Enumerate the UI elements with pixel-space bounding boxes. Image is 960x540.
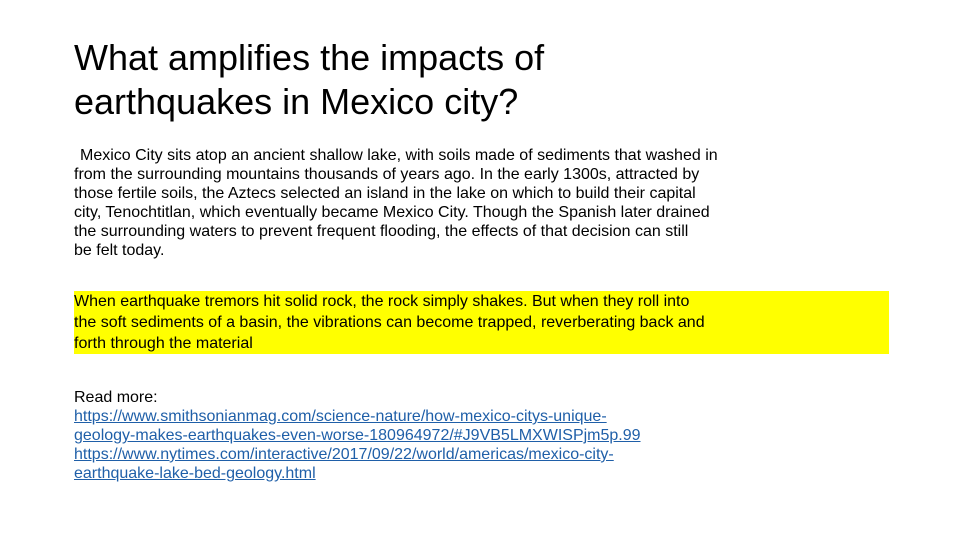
intro-line: the surrounding waters to prevent frequent flooding, the effects of that decision can still	[74, 223, 689, 240]
intro-line: Mexico City sits atop an ancient shallow lake, with soils made of sediments that washed in	[80, 147, 718, 164]
smithsonian-link-line-1[interactable]: https://www.smithsonianmag.com/science-nature/how-mexico-citys-unique-	[74, 408, 607, 425]
intro-line: from the surrounding mountains thousands of years ago. In the early 1300s, attracted by	[74, 166, 700, 183]
intro-line: city, Tenochtitlan, which eventually became Mexico City. Though the Spanish later drained	[74, 204, 710, 221]
slide-body	[74, 146, 889, 483]
slide-title-line-2: earthquakes in Mexico city?	[74, 81, 519, 122]
nytimes-link-line-2[interactable]: earthquake-lake-bed-geology.html	[74, 465, 316, 482]
nytimes-link-line-1[interactable]: https://www.nytimes.com/interactive/2017/09/22/world/americas/mexico-city-	[74, 446, 614, 463]
intro-paragraph	[74, 146, 889, 260]
slide-title	[74, 36, 894, 124]
intro-line: be felt today.	[74, 242, 165, 259]
highlighted-paragraph	[74, 291, 889, 354]
slide-title-line-1: What amplifies the impacts of	[74, 37, 545, 78]
smithsonian-link-line-2[interactable]: geology-makes-earthquakes-even-worse-180964972/#J9VB5LMXWISPjm5p.99	[74, 427, 641, 444]
highlighted-line: When earthquake tremors hit solid rock, the rock simply shakes. But when they roll into	[74, 291, 889, 312]
read-more-section	[74, 388, 889, 483]
read-more-label: Read more:	[74, 389, 158, 406]
intro-line: those fertile soils, the Aztecs selected an island in the lake on which to build their capital	[74, 185, 696, 202]
highlighted-line: forth through the material	[74, 333, 889, 354]
highlighted-line: the soft sediments of a basin, the vibrations can become trapped, reverberating back and	[74, 312, 889, 333]
